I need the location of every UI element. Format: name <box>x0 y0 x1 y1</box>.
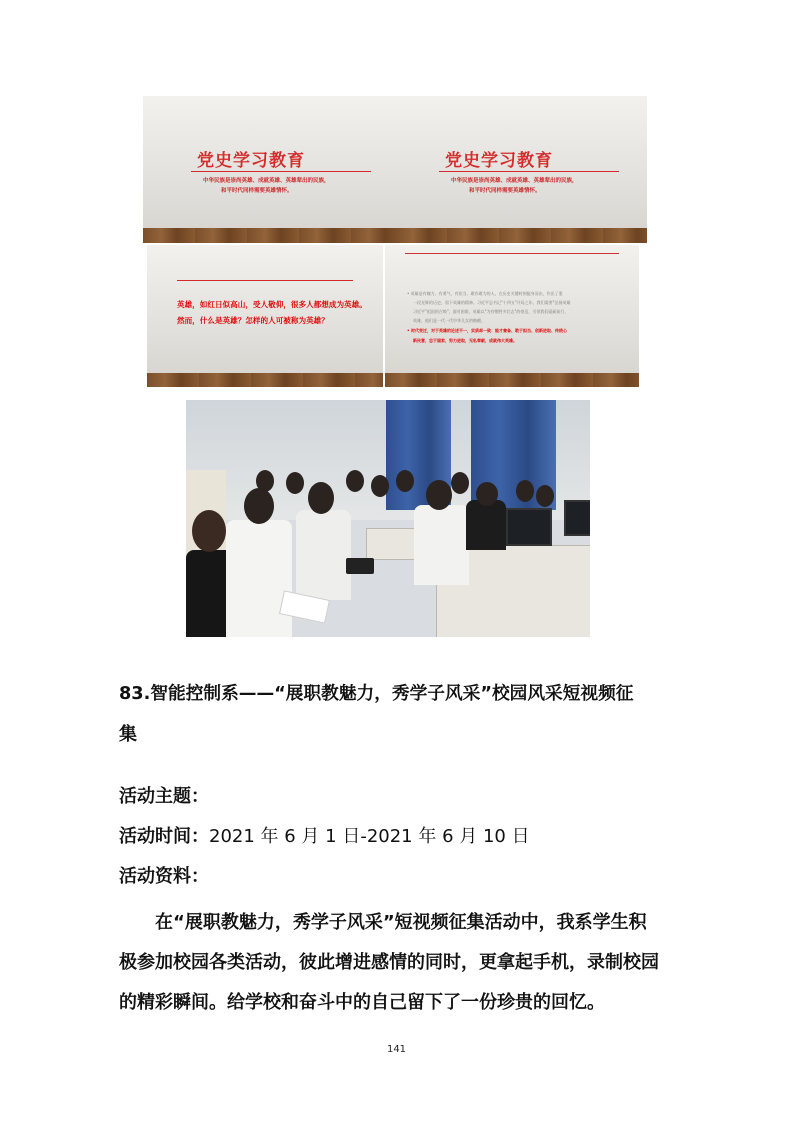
slide-image-3 <box>147 245 383 387</box>
activity-theme-label: 活动主题： <box>119 786 209 807</box>
student <box>286 472 304 494</box>
student <box>476 482 498 506</box>
slide-line: 英雄，如红日似高山，受人敬仰，很多人都想成为英雄。 <box>177 300 367 309</box>
activity-material-label: 活动资料： <box>119 866 209 887</box>
wood-floor <box>385 373 639 387</box>
computer-monitor <box>564 500 590 536</box>
slide-bullet-text: • 时代变迁，对于英雄的论述不一，实质却一致：能才兼备、敢于担当、创新进取、传统心 <box>407 328 567 333</box>
slide-rule <box>439 171 619 172</box>
student <box>451 472 469 494</box>
activity-time <box>119 822 530 848</box>
student <box>396 470 414 492</box>
slide-bullet-text: 习近平"祖国的召唤"，面对困难，英雄以"为有牺牲多壮志"的豪迈，引领我们砥砺前行， <box>413 309 569 314</box>
slide-title: 党史学习教育 <box>197 151 305 171</box>
slide-line: 然而，什么是英雄？怎样的人可被称为英雄？ <box>177 316 329 325</box>
section-heading: 83.智能控制系——“展职教魅力，秀学子风采”校园风采短视频征 <box>119 684 634 704</box>
slide-image-1 <box>143 96 395 243</box>
paragraph-line: 在“展职教魅力，秀学子风采”短视频征集活动中，我系学生积 <box>155 912 647 933</box>
page-number: 141 <box>386 1044 407 1055</box>
slide-rule <box>177 280 353 281</box>
slide-image-4 <box>385 245 639 387</box>
student <box>371 475 389 497</box>
slide-line: 中华民族是崇尚英雄、成就英雄、英雄辈出的民族， <box>203 178 330 184</box>
wood-floor <box>395 228 647 243</box>
slide-title: 党史学习教育 <box>445 151 553 171</box>
slide-rule <box>405 253 619 254</box>
paragraph-line: 的精彩瞬间。给学校和奋斗中的自己留下了一份珍贵的回忆。 <box>119 992 605 1013</box>
student <box>226 520 292 637</box>
wood-floor <box>147 373 383 387</box>
student <box>244 488 274 524</box>
slide-image-2 <box>395 96 647 243</box>
student <box>466 500 506 550</box>
student <box>516 480 534 502</box>
paragraph-line: 极参加校园各类活动，彼此增进感情的同时，更拿起手机，录制校园 <box>119 952 659 973</box>
wood-floor <box>143 228 395 243</box>
classroom-photo <box>186 400 590 637</box>
section-heading: 集 <box>119 724 137 745</box>
slide-line: 和平时代同样需要英雄情怀。 <box>469 188 541 194</box>
slide-bullet-text: 新民意，忠于国家，努力进取，无私奉献，成就伟大英雄。 <box>413 338 517 343</box>
slide-rule <box>191 171 371 172</box>
student <box>308 482 334 514</box>
student <box>256 470 274 492</box>
slide-line: 和平时代同样需要英雄情怀。 <box>221 188 293 194</box>
activity-time-label: 活动时间： <box>119 826 209 847</box>
student <box>414 505 469 585</box>
student <box>346 470 364 492</box>
slide-line: 中华民族是崇尚英雄、成就英雄、英雄辈出的民族， <box>451 178 578 184</box>
student <box>426 480 452 510</box>
student <box>536 485 554 507</box>
computer-monitor <box>506 508 552 546</box>
slide-bullet-text: 英雄，他们是一代一代中华儿女的楷模。 <box>413 318 485 323</box>
activity-time-value: 2021 年 6 月 1 日-2021 年 6 月 10 日 <box>209 826 530 847</box>
slide-bullet-text: 一段光辉的历史，留下英雄的精神。习近平总书记"十四五"开局之年，我们需要"弘扬英雄 <box>413 300 571 305</box>
slide-bullet-text: • 英雄是有魄力、有勇气、有担当、敢作敢为的人，在历史关键时刻挺身而出，作出了重 <box>407 291 563 296</box>
student <box>296 510 351 600</box>
student <box>192 510 226 552</box>
